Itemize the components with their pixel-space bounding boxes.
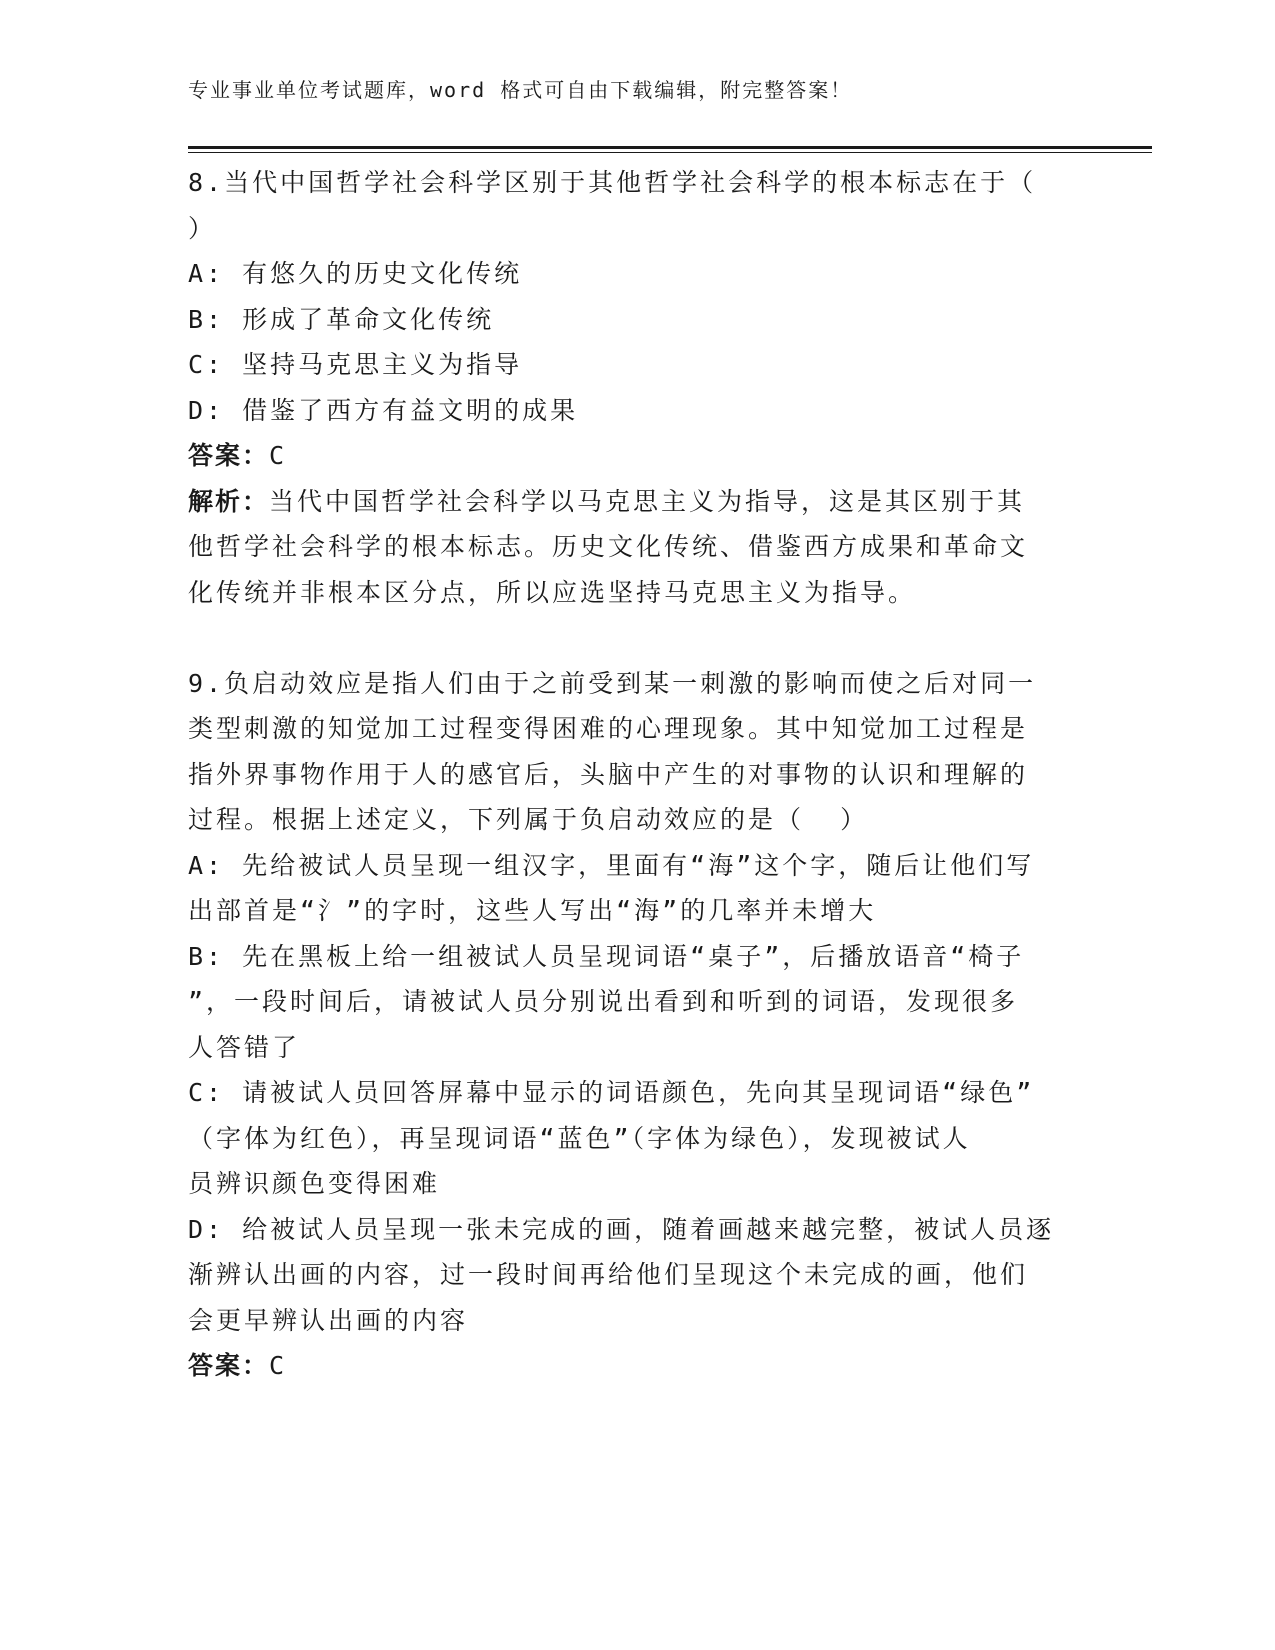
analysis-line <box>188 479 1088 525</box>
option-d: 渐辨认出画的内容，过一段时间再给他们呈现这个未完成的画，他们 <box>188 1260 1029 1289</box>
analysis-text: 当代中国哲学社会科学以马克思主义为指导，这是其区别于其 <box>269 486 1026 516</box>
option-b: B: 先在黑板上给一组被试人员呈现词语“桌子”，后播放语音“椅子 <box>188 941 1025 971</box>
question-stem: 类型刺激的知觉加工过程变得困难的心理现象。其中知觉加工过程是 <box>188 714 1029 743</box>
question-stem: ） <box>188 213 217 243</box>
answer-label: 答案： <box>188 441 270 470</box>
header-rule-thick <box>188 146 1152 149</box>
option-c: （字体为红色），再呈现词语“蓝色”（字体为绿色），发现被试人 <box>188 1123 971 1153</box>
option-d: D: 借鉴了西方有益文明的成果 <box>188 395 579 425</box>
answer-line <box>188 433 1088 479</box>
option-b: ”，一段时间后，请被试人员分别说出看到和听到的词语，发现很多 <box>188 987 1019 1016</box>
option-c: C: 坚持马克思主义为指导 <box>188 350 523 379</box>
question-stem: 指外界事物作用于人的感官后，头脑中产生的对事物的认识和理解的 <box>188 759 1029 789</box>
header-rule-thin <box>188 152 1152 153</box>
analysis-text: 他哲学社会科学的根本标志。历史文化传统、借鉴西方成果和革命文 <box>188 532 1029 561</box>
answer-value: C <box>269 1351 288 1380</box>
answer-line <box>188 1343 1088 1389</box>
option-c: C: 请被试人员回答屏幕中显示的词语颜色，先向其呈现词语“绿色” <box>188 1078 1035 1107</box>
analysis-text: 化传统并非根本区分点，所以应选坚持马克思主义为指导。 <box>188 577 917 607</box>
option-a: A: 先给被试人员呈现一组汉字，里面有“海”这个字，随后让他们写 <box>188 850 1035 880</box>
question-9 <box>188 661 1088 1389</box>
question-stem: 8.当代中国哲学社会科学区别于其他哲学社会科学的根本标志在于（ <box>188 168 1037 197</box>
question-8 <box>188 160 1088 615</box>
question-content <box>188 160 1088 1389</box>
answer-value: C <box>269 441 288 470</box>
option-b: B: 形成了革命文化传统 <box>188 304 495 334</box>
option-a: 出部首是“氵”的字时，这些人写出“海”的几率并未增大 <box>188 896 877 925</box>
option-d: 会更早辨认出画的内容 <box>188 1305 469 1335</box>
analysis-label: 解析： <box>188 486 270 516</box>
spacer <box>188 615 1088 661</box>
page-header: 专业事业单位考试题库，word 格式可自由下载编辑，附完整答案！ <box>188 78 853 102</box>
answer-label: 答案： <box>188 1351 270 1380</box>
option-c: 员辨识颜色变得困难 <box>188 1169 441 1198</box>
question-stem: 过程。根据上述定义，下列属于负启动效应的是（ ） <box>188 805 869 834</box>
option-d: D: 给被试人员呈现一张未完成的画，随着画越来越完整，被试人员逐 <box>188 1214 1055 1244</box>
option-b: 人答错了 <box>188 1032 301 1062</box>
option-a: A: 有悠久的历史文化传统 <box>188 259 523 288</box>
question-stem: 9.负启动效应是指人们由于之前受到某一刺激的影响而使之后对同一 <box>188 668 1037 698</box>
